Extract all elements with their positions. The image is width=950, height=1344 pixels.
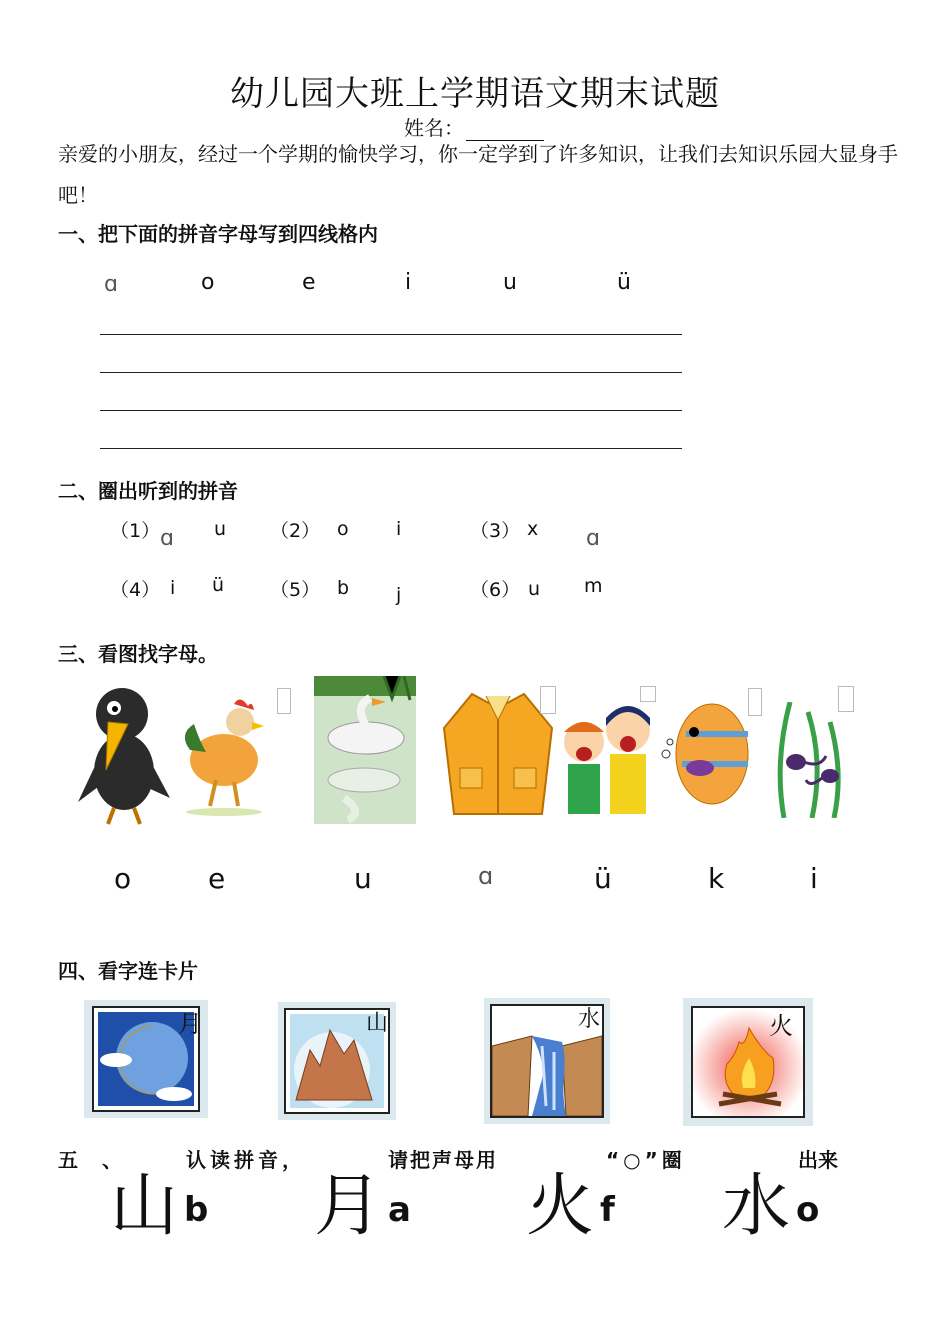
section-5-heading-part: 请把声母用 [388,1148,498,1172]
q-number: （3） [470,520,521,542]
stamp-icon [277,688,291,714]
q-number: （5） [270,579,321,601]
q-option[interactable]: ɑ [586,526,600,551]
q-number: （6） [470,579,521,601]
q-option[interactable]: u [528,578,541,600]
q-option[interactable]: j [396,584,402,606]
q-option[interactable]: m [584,575,603,597]
card-glyph: 火 [769,1012,793,1040]
q-option[interactable]: b [337,577,350,599]
section-5-heading-part: 五 [58,1148,78,1172]
q-number: （2） [270,520,321,542]
section-4-heading: 四、看字连卡片 [58,959,198,983]
moon-card[interactable] [84,1000,208,1118]
s3-letter: u [354,862,372,895]
writing-line[interactable] [100,372,682,373]
stamp-icon [540,686,556,714]
s1-letter: e [302,270,316,295]
card-glyph: 山 [366,1011,389,1036]
q-option[interactable]: x [527,518,539,540]
s3-letter: ü [594,862,612,895]
fire-card[interactable] [683,998,813,1126]
s1-letter: u [503,270,517,295]
q-option[interactable]: ɑ [160,526,174,551]
hanzi-fire: 火 [526,1167,595,1246]
s3-letter: k [708,862,725,895]
hanzi-water: 水 [722,1167,791,1246]
pinyin-option[interactable]: b [184,1190,209,1230]
pinyin-option[interactable]: f [600,1190,615,1230]
s3-letter: i [810,862,818,895]
section-5-heading-part: 、 [102,1148,122,1172]
card-glyph: 月 [178,1010,202,1038]
crying-kids-picture [558,698,658,818]
s3-letter: ɑ [478,862,494,890]
q-number: （4） [110,579,161,601]
card-glyph: 水 [578,1007,601,1032]
writing-line[interactable] [100,448,682,449]
writing-line[interactable] [100,410,682,411]
hanzi-moon: 月 [314,1167,383,1246]
stamp-icon [640,686,656,702]
s3-letter: o [114,862,132,895]
fish-picture [658,694,754,822]
name-label: 姓名： [404,116,464,140]
section-5-heading-part: “○”圈 [606,1148,686,1172]
goose-picture [314,676,416,824]
stamp-icon [748,688,762,716]
water-card[interactable] [484,998,610,1124]
q-option[interactable]: u [214,518,227,540]
q-option[interactable]: i [396,518,402,540]
s1-letter: o [201,270,215,295]
intro-text: 亲爱的小朋友，经过一个学期的愉快学习，你一定学到了许多知识，让我们去知识乐园大显身手吧！ [58,142,898,207]
s1-letter: ü [617,270,631,295]
section-3-heading: 三、看图找字母。 [58,642,218,666]
writing-line[interactable] [100,334,682,335]
stamp-icon [838,686,854,712]
section-1-heading: 一、把下面的拼音字母写到四线格内 [58,222,378,246]
q-option[interactable]: ü [212,574,225,596]
section-2-heading: 二、圈出听到的拼音 [58,479,238,503]
crow-picture [78,680,170,828]
s3-letter: e [208,862,226,895]
q-option[interactable]: o [337,518,349,540]
page-title: 幼儿园大班上学期语文期末试题 [230,74,720,114]
pinyin-option[interactable]: a [388,1190,411,1230]
coat-picture [442,688,554,822]
pinyin-option[interactable]: o [796,1190,820,1230]
section-5-heading-part: 出来 [798,1148,838,1172]
tadpoles-picture [764,702,854,818]
hanzi-mountain: 山 [110,1167,179,1246]
s1-letter: ɑ [104,272,118,297]
section-5-heading-part: 认读拼音， [186,1148,306,1172]
s1-letter: i [405,270,412,295]
q-number: （1） [110,520,161,542]
rooster-picture [176,694,270,820]
mountain-card[interactable] [278,1002,396,1120]
q-option[interactable]: i [170,577,176,599]
